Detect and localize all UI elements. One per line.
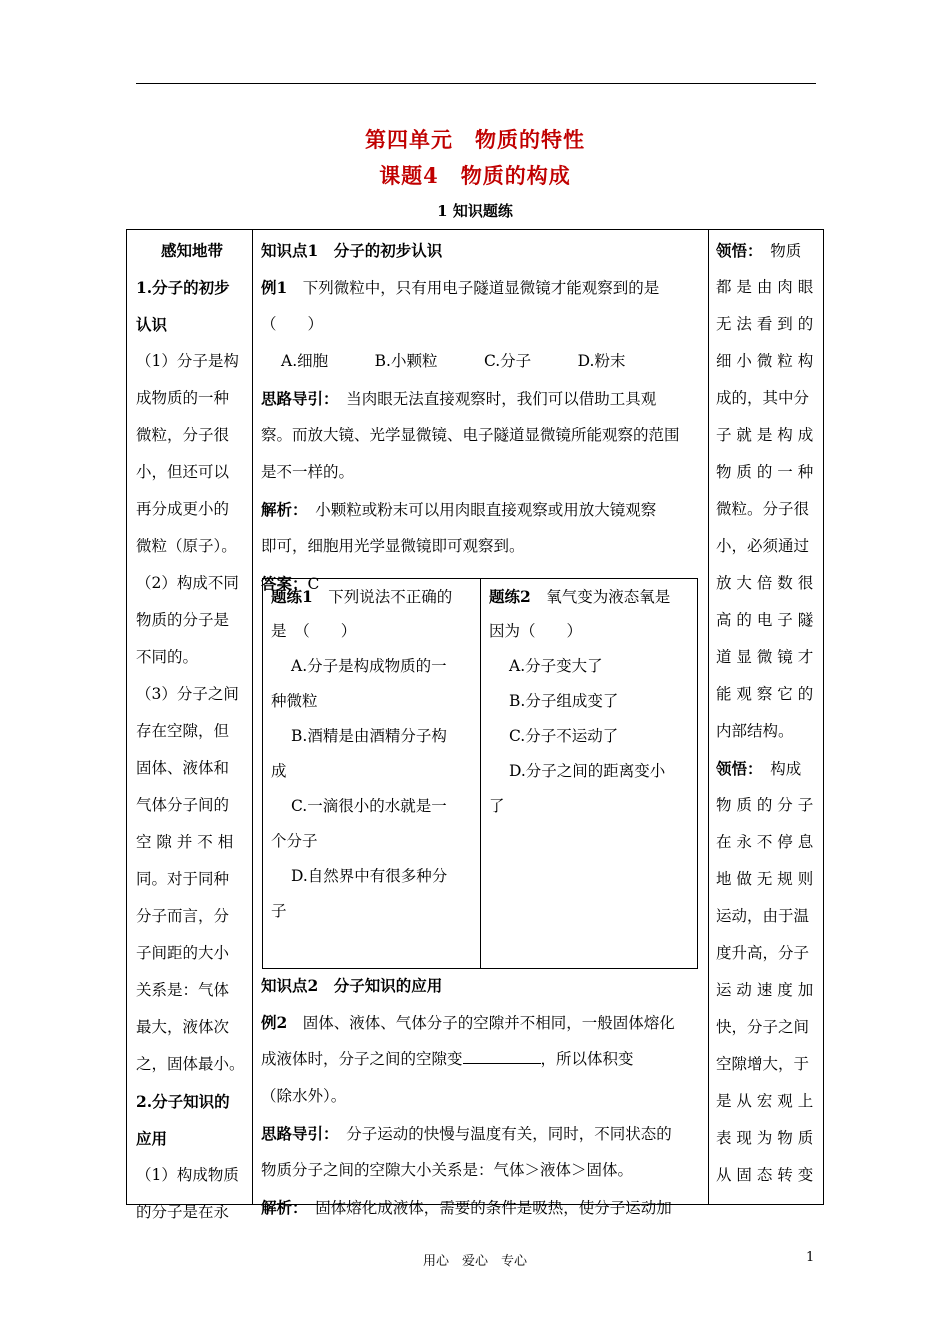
- insight-line: 微粒。分子很: [716, 500, 810, 518]
- insight-line: 能 观 察 它 的: [716, 685, 814, 703]
- left-line: 分子而言，分: [136, 907, 230, 925]
- answer-1-label: 答案：: [261, 574, 308, 593]
- answer-blank: [463, 1047, 541, 1064]
- guide-1-text: 当肉眼无法直接观察时，我们可以借助工具观: [330, 390, 657, 408]
- practice-1-label: 题练1: [271, 587, 313, 606]
- insight-line: 道 显 微 镜 才: [716, 648, 814, 666]
- insight-line: 物 质 的 一 种: [716, 463, 814, 481]
- left-line: 小，但还可以: [136, 463, 230, 481]
- example-2-text: 固体、液体、气体分子的空隙并不相同，一般固体熔化: [287, 1014, 675, 1032]
- insight-line: 地 做 无 规 则: [716, 870, 814, 888]
- insight-line: 物 质 的 分 子: [716, 796, 814, 814]
- practice-1-line: 子: [271, 902, 287, 920]
- left-line: 不同的。: [136, 648, 199, 666]
- column-divider-right: [708, 230, 709, 1204]
- practice-2-line: 了: [489, 797, 505, 815]
- guide-2-line-2: 物质分子之间的空隙大小关系是：气体＞液体＞固体。: [261, 1161, 634, 1179]
- practice-1-option-c: C.一滴很小的水就是一: [291, 797, 447, 815]
- analysis-1-text: 小颗粒或粉末可以用肉眼直接观察或用放大镜观察: [299, 501, 657, 519]
- insight-line: 运动，由于温: [716, 907, 810, 925]
- left-line: 气体分子间的: [136, 796, 230, 814]
- left-line: 同。对于同种: [136, 870, 230, 888]
- content-table: [126, 229, 824, 1221]
- left-line: 成物质的一种: [136, 389, 230, 407]
- example-1-paren: （ ）: [261, 315, 324, 333]
- insight-line: 运 动 速 度 加: [716, 981, 814, 999]
- practice-2: [489, 579, 694, 824]
- practice-2-label: 题练2: [489, 587, 531, 606]
- practice-2-option-a: A.分子变大了: [509, 657, 603, 675]
- left-line: 微粒，分子很: [136, 426, 230, 444]
- left-line: 再分成更小的: [136, 500, 230, 518]
- left-line: 空 隙 并 不 相: [136, 833, 234, 851]
- insight-line: 度升高，分子: [716, 944, 810, 962]
- insight-line: 表 现 为 物 质: [716, 1129, 814, 1147]
- insight-line: 领悟： 物质: [716, 241, 802, 260]
- insight-line: 放 大 倍 数 很: [716, 574, 814, 592]
- guide-1-label: 思路导引：: [261, 389, 331, 408]
- left-line: 应用: [136, 1129, 168, 1148]
- footer-motto: 用心 爱心 专心: [422, 1254, 527, 1269]
- insight-line: 在 永 不 停 息: [716, 833, 814, 851]
- practice-1-line: 下列说法不正确的: [312, 588, 453, 606]
- example-2-label: 例2: [261, 1013, 288, 1032]
- answer-1-value: C: [307, 575, 320, 593]
- column-divider-left: [252, 230, 253, 1204]
- unit-title: 第四单元 物质的特性: [365, 127, 585, 152]
- left-line: 微粒（原子）。: [136, 537, 237, 555]
- insight-line: 高 的 电 子 隧: [716, 611, 814, 629]
- insight-line: 无 法 看 到 的: [716, 315, 814, 333]
- example-2-text-3: ，所以体积变: [540, 1050, 634, 1068]
- insight-line: 是 从 宏 观 上: [716, 1092, 814, 1110]
- left-line: 子间距的大小: [136, 944, 230, 962]
- practice-divider: [480, 579, 481, 968]
- knowledge-point-1: 知识点1 分子的初步认识: [261, 241, 443, 260]
- example-1-label: 例1: [261, 278, 288, 297]
- example-1: [261, 269, 701, 306]
- left-line: （2）构成不同: [136, 574, 239, 592]
- insight-line: 空隙增大，于: [716, 1055, 810, 1073]
- left-line: （1）构成物质: [136, 1166, 239, 1184]
- insight-line: 都 是 由 肉 眼: [716, 278, 814, 296]
- left-line: 认识: [136, 315, 168, 334]
- left-line: 2.分子知识的: [136, 1092, 230, 1111]
- guide-2-label: 思路导引：: [261, 1124, 331, 1143]
- practice-1-line: 是 （ ）: [271, 622, 357, 640]
- left-line: 物质的分子是: [136, 611, 230, 629]
- practice-1-line: 种微粒: [271, 692, 318, 710]
- section-title: 1 知识题练: [437, 202, 513, 220]
- guide-1-line-2: 察。而放大镜、光学显微镜、电子隧道显微镜所能观察的范围: [261, 426, 680, 444]
- left-line: 的分子是在永: [136, 1203, 230, 1221]
- example-2-text-2: 成液体时，分子之间的空隙变: [261, 1050, 463, 1068]
- analysis-2-label: 解析：: [261, 1198, 300, 1217]
- practice-1-option-d: D.自然界中有很多种分: [291, 867, 448, 885]
- insight-line: 成的，其中分: [716, 389, 810, 407]
- perception-column: [136, 232, 248, 1231]
- example-2-line-3: （除水外）。: [261, 1087, 347, 1105]
- insight-line: 快，分子之间: [716, 1018, 810, 1036]
- left-line: 关系是：气体: [136, 981, 230, 999]
- practice-1-option-a: A.分子是构成物质的一: [291, 657, 447, 675]
- guide-1: [261, 380, 701, 417]
- perception-heading: 感知地带: [160, 241, 223, 260]
- left-line: 最大，液体次: [136, 1018, 230, 1036]
- knowledge-column-lower: [261, 967, 701, 1226]
- insight-line: 子 就 是 构 成: [716, 426, 814, 444]
- left-line: （1）分子是构: [136, 352, 239, 370]
- knowledge-point-2: 知识点2 分子知识的应用: [261, 976, 443, 995]
- example-1-options: A.细胞 B.小颗粒 C.分子 D.粉末: [281, 352, 626, 370]
- header-rule: [136, 83, 816, 84]
- left-line: （3）分子之间: [136, 685, 239, 703]
- practice-2-option-c: C.分子不运动了: [509, 727, 619, 745]
- analysis-1: [261, 491, 701, 528]
- left-line: 1.分子的初步: [136, 278, 230, 297]
- analysis-1-line-2: 即可，细胞用光学显微镜即可观察到。: [261, 537, 525, 555]
- practice-1-line: 成: [271, 762, 287, 780]
- left-line: 存在空隙，但: [136, 722, 230, 740]
- insight-line: 小，必须通过: [716, 537, 810, 555]
- practice-1: [271, 579, 476, 929]
- insight-line: 内部结构。: [716, 722, 794, 740]
- knowledge-column: [261, 232, 701, 602]
- practice-2-option-d: D.分子之间的距离变小: [509, 762, 666, 780]
- practice-1-option-b: B.酒精是由酒精分子构: [291, 727, 447, 745]
- analysis-2-text: 固体熔化成液体，需要的条件是吸热，使分子运动加: [299, 1199, 672, 1217]
- practice-table: [262, 578, 698, 969]
- example-1-text: 下列微粒中，只有用电子隧道显微镜才能观察到的是: [287, 279, 660, 297]
- insight-line: 从 固 态 转 变: [716, 1166, 814, 1184]
- left-line: 之，固体最小。: [136, 1055, 245, 1073]
- left-line: 固体、液体和: [136, 759, 230, 777]
- practice-1-line: 个分子: [271, 832, 318, 850]
- analysis-1-label: 解析：: [261, 500, 300, 519]
- page-number: 1: [806, 1250, 815, 1265]
- guide-2-text: 分子运动的快慢与温度有关，同时，不同状态的: [330, 1125, 672, 1143]
- insight-line: 细 小 微 粒 构: [716, 352, 814, 370]
- practice-2-option-b: B.分子组成变了: [509, 692, 619, 710]
- practice-2-line: 因为（ ）: [489, 622, 583, 640]
- insight-line: 领悟： 构成: [716, 759, 802, 778]
- insight-column: [716, 232, 818, 1194]
- lesson-title: 课题4 物质的构成: [379, 163, 571, 188]
- practice-2-line: 氧气变为液态氧是: [530, 588, 671, 606]
- guide-1-line-3: 是不一样的。: [261, 463, 355, 481]
